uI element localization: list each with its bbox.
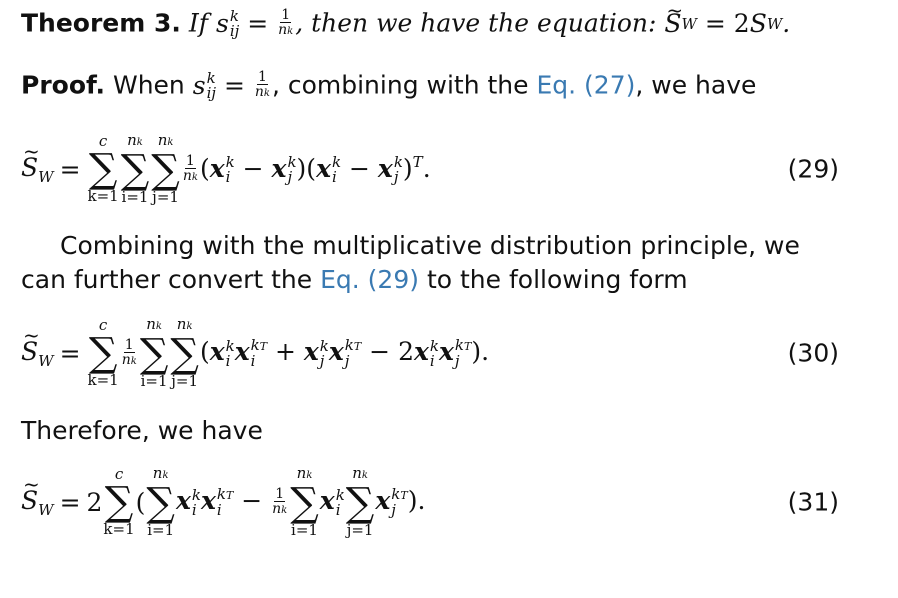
eq29-link[interactable]: Eq. (29): [320, 265, 419, 294]
equation-31: [21, 457, 839, 547]
equation-29: [21, 124, 839, 214]
equation-29-number: (29): [787, 154, 839, 184]
equation-30-number: (30): [787, 338, 839, 368]
equation-31-body: ~ $S_W$ = 2 c ∑ k=1 ( nk ∑ i=1 x k i x kT i − $\frac{1}{nk}$ nk ∑ i=1 x k i nk ∑ j=1 x kT j ).: [21, 457, 425, 547]
proof-combining: , combining with the: [271, 70, 529, 100]
theorem-equation: ~ S W = 2 S W .: [664, 9, 790, 39]
eq27-link[interactable]: Eq. (27): [536, 70, 636, 100]
theorem-then: , then we have the equation:: [295, 8, 657, 38]
equation-30-body: ~ $S_W$ = c ∑ k=1 $\frac{1}{nk}$ nk ∑ i=1 nk ∑ j=1 (x k i x kT i + x k j x kT j − 2x k i x kT j ).: [21, 308, 489, 398]
proof-we-have: , we have: [635, 70, 757, 100]
proof-condition: s k ij = $\frac{1}{nk}$: [192, 68, 270, 102]
proof-label: Proof.: [21, 70, 106, 100]
theorem-if: If: [188, 8, 209, 38]
paragraph-line-1: Combining with the multiplicative distribution principle, we: [60, 231, 800, 260]
therefore-text: Therefore, we have: [21, 416, 263, 445]
theorem-label: Theorem 3.: [21, 8, 181, 38]
paragraph-line-2-before: can further convert the: [21, 265, 313, 294]
paragraph-line-2-after: to the following form: [426, 265, 688, 294]
equation-30: [21, 308, 839, 398]
proof-statement: [21, 70, 756, 101]
theorem-condition: s k ij = $\frac{1}{nk}$: [215, 6, 294, 40]
proof-when: When: [112, 70, 185, 100]
paragraph-line-2: [21, 265, 688, 295]
equation-31-number: (31): [787, 487, 839, 517]
equation-29-body: ~ $S_W$ = c ∑ k=1 nk ∑ i=1 nk ∑ j=1 $\frac{1}{nk}$ (x k i − x k j )(x k i − x k j )$^T$.: [21, 124, 431, 214]
theorem-statement: [21, 8, 790, 39]
